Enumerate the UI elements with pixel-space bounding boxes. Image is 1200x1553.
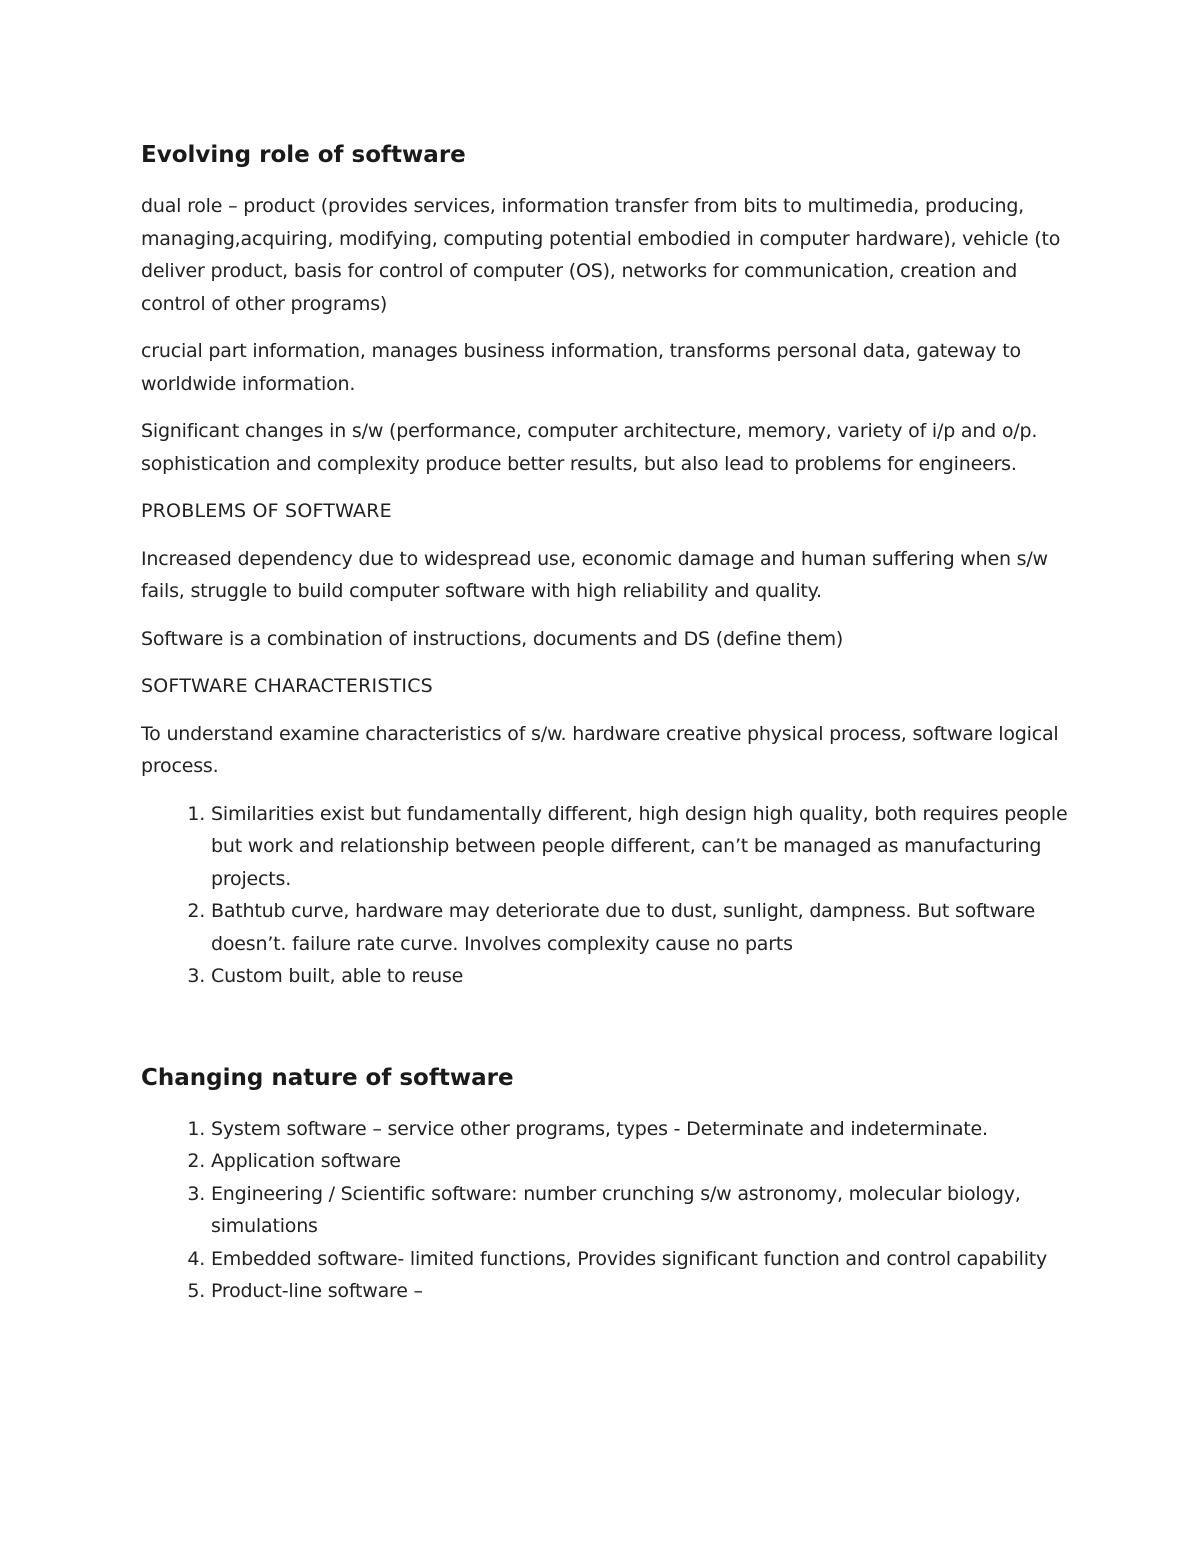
section-heading-changing-nature: Changing nature of software [141, 1064, 514, 1091]
subheading-software-characteristics: SOFTWARE CHARACTERISTICS [141, 675, 433, 697]
list-item: 1. Similarities exist but fundamentally different, high design high quality, both requires people but work and relationship between people different, can’t be managed as manufacturing projects. [211, 798, 1071, 896]
software-types-list [141, 1113, 1071, 1308]
list-item: 5. Product-line software – [211, 1275, 1071, 1308]
paragraph-software-definition: Software is a combination of instructions, documents and DS (define them) [141, 627, 844, 650]
list-item: 3. Engineering / Scientific software: number crunching s/w astronomy, molecular biology, simulations [211, 1178, 1071, 1243]
list-item: 2. Application software [211, 1145, 1071, 1178]
paragraph-understand-characteristics: To understand examine characteristics of s/w. hardware creative physical process, software logical process. [141, 722, 1059, 777]
paragraph-dual-role: dual role – product (provides services, information transfer from bits to multimedia, producing, managing,acquiring, modifying, computing potential embodied in computer hardware), vehicle (to deliver product, basis for control of computer (OS), networks for communication, creation and control of other programs) [141, 195, 1061, 315]
list-item: 4. Embedded software- limited functions, Provides significant function and control capability [211, 1243, 1071, 1276]
section-heading-evolving-role: Evolving role of software [141, 142, 466, 168]
document-page [141, 140, 1071, 1308]
list-item: 3. Custom built, able to reuse [211, 960, 1071, 993]
list-item: 1. System software – service other programs, types - Determinate and indeterminate. [211, 1113, 1071, 1146]
paragraph-significant-changes: Significant changes in s/w (performance, computer architecture, memory, variety of i/p and o/p. sophistication and complexity produce better results, but also lead to problems for engineers. [141, 420, 1038, 475]
list-item: 2. Bathtub curve, hardware may deteriorate due to dust, sunlight, dampness. But software doesn’t. failure rate curve. Involves complexity cause no parts [211, 895, 1071, 960]
subheading-problems-of-software: PROBLEMS OF SOFTWARE [141, 500, 392, 522]
paragraph-crucial-part: crucial part information, manages business information, transforms personal data, gateway to worldwide information. [141, 340, 1021, 395]
characteristics-list [141, 798, 1071, 993]
paragraph-increased-dependency: Increased dependency due to widespread use, economic damage and human suffering when s/w fails, struggle to build computer software with high reliability and quality. [141, 547, 1048, 602]
